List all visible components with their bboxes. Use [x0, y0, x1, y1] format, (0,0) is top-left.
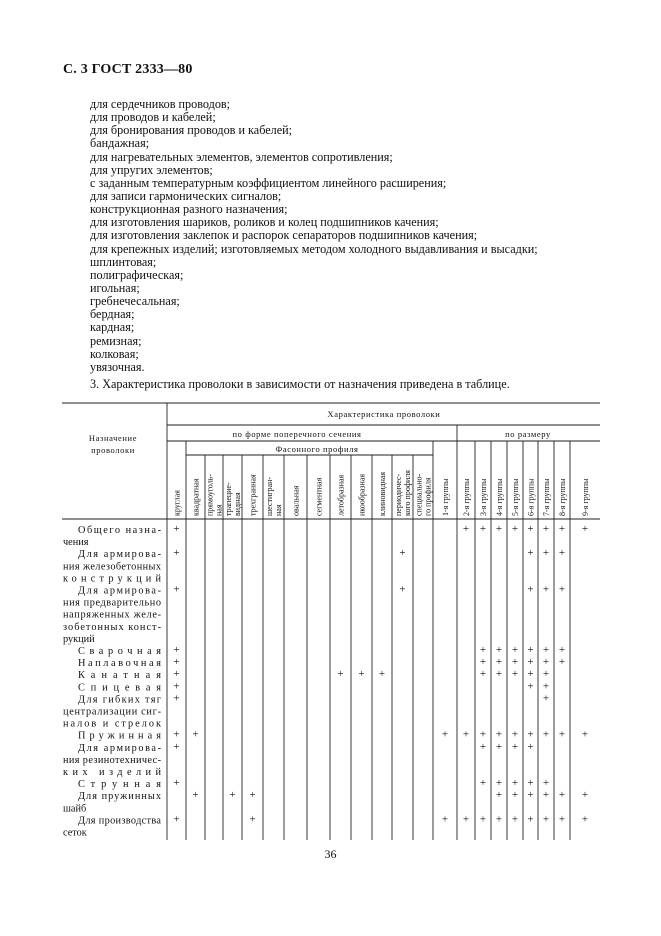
column-header: ная: [274, 504, 283, 516]
table-mark: +: [581, 523, 589, 535]
row-label: ния железобетонных: [63, 561, 161, 573]
table-mark: +: [527, 644, 534, 656]
table-mark: +: [479, 668, 487, 681]
row-label: сеток: [63, 827, 87, 839]
table-mark: +: [479, 523, 487, 535]
table-mark: +: [173, 692, 180, 705]
column-header: го профиля: [423, 477, 433, 516]
column-header: круглая: [172, 490, 182, 516]
row-label: Для армирова-: [78, 585, 161, 597]
table-mark: +: [249, 789, 256, 802]
table-mark: +: [399, 547, 406, 560]
column-header: летобразная: [336, 474, 346, 516]
table-mark: +: [527, 728, 534, 741]
usage-item: для упругих элементов;: [90, 162, 213, 177]
row-label: налов и стрелок: [63, 718, 161, 730]
table-mark: +: [479, 777, 487, 790]
usage-item: с заданным температурным коэффициентом линейного расширения;: [90, 175, 447, 190]
column-header: периодичес-: [394, 473, 403, 516]
table-mark: +: [511, 789, 519, 802]
usage-item: гребнечесальная;: [90, 294, 180, 309]
table-mark: +: [479, 740, 487, 753]
table-mark: +: [542, 583, 550, 596]
table-mark: +: [542, 680, 550, 693]
table-mark: +: [173, 777, 180, 790]
page-number: 36: [324, 847, 337, 861]
usage-item: конструкционная разного назначения;: [90, 202, 288, 217]
row-label: Для производства: [78, 815, 161, 827]
table-mark: +: [495, 644, 503, 656]
table-mark: +: [173, 523, 180, 535]
table-mark: +: [173, 680, 180, 693]
table-mark: +: [527, 680, 534, 693]
table-mark: +: [581, 728, 589, 741]
usage-item: увязочная.: [90, 359, 145, 374]
table-mark: +: [581, 789, 589, 802]
column-header: квадратная: [191, 478, 201, 516]
column-header: 7-я группы: [542, 478, 551, 516]
table-mark: +: [479, 644, 487, 656]
table-mark: +: [542, 523, 550, 535]
column-header: овальная: [291, 485, 301, 516]
table-mark: +: [173, 583, 180, 596]
row-label: ния резинотехничес-: [63, 754, 161, 766]
column-header: 5-я группы: [511, 478, 520, 516]
table-mark: +: [378, 668, 386, 681]
usage-item: кардная;: [90, 320, 135, 335]
row-label: Сварочная: [78, 646, 161, 657]
usage-item: колковая;: [90, 346, 139, 361]
row-label: Канатная: [78, 670, 161, 682]
table-mark: +: [542, 547, 550, 560]
table-mark: +: [558, 644, 566, 656]
table-mark: +: [462, 728, 470, 741]
table-mark: +: [558, 523, 566, 535]
row-label: Для пружинных: [78, 791, 161, 803]
table-mark: +: [581, 813, 589, 826]
table-mark: +: [173, 547, 180, 560]
usage-item: для записи гармонических сигналов;: [90, 188, 282, 203]
row-label: напряженных желе-: [63, 609, 161, 621]
table-mark: +: [495, 789, 503, 802]
row-label: Струнная: [78, 779, 161, 791]
column-header: прямоуголь-: [205, 474, 215, 516]
table-mark: +: [527, 523, 534, 535]
table-mark: +: [173, 813, 180, 826]
usage-item: для изготовления шариков, роликов и колец подшипников качения;: [90, 215, 439, 230]
table-mark: +: [495, 740, 503, 753]
table-mark: +: [542, 644, 550, 656]
usage-item: ремизная;: [90, 333, 142, 348]
row-label: чения: [63, 537, 89, 549]
table-mark: +: [192, 728, 199, 741]
row-label: ния предварительно: [63, 597, 161, 609]
row-label: Спицевая: [78, 682, 161, 694]
table-mark: +: [527, 656, 534, 669]
row-label: конструкций: [63, 573, 161, 585]
table-mark: +: [558, 547, 566, 560]
usage-item: игольная;: [90, 280, 140, 295]
table-mark: +: [173, 644, 180, 656]
table-mark: +: [173, 740, 180, 753]
table-mark: +: [527, 583, 534, 596]
row-label: рукций: [63, 633, 95, 645]
paragraph-3: 3. Характеристика проволоки в зависимости от назначения приведена в таблице.: [90, 377, 510, 391]
usage-item: для нагревательных элементов, элементов сопротивления;: [90, 149, 393, 164]
table-mark: +: [173, 668, 180, 681]
usage-item: полиграфическая;: [90, 267, 184, 282]
usage-item: для проводов и кабелей;: [90, 110, 216, 125]
table-mark: +: [173, 728, 180, 741]
table-mark: +: [542, 813, 550, 826]
row-label: Для гибких тяг: [78, 694, 161, 706]
row-label: централизации сиг-: [63, 706, 161, 718]
column-header: шестигран-: [265, 476, 274, 516]
table-mark: +: [558, 583, 566, 596]
column-header: ная: [214, 504, 224, 516]
table-mark: +: [527, 547, 534, 560]
purpose-header: Назначение: [88, 433, 138, 443]
table-mark: +: [542, 789, 550, 802]
table-mark: +: [337, 668, 344, 681]
purpose-header: проволоки: [91, 445, 135, 455]
table-mark: +: [511, 777, 519, 790]
table-mark: +: [479, 656, 487, 669]
table-mark: +: [462, 523, 470, 535]
column-header: 8-я группы: [558, 478, 567, 516]
table-mark: +: [249, 813, 256, 826]
row-label: Для армирова-: [78, 549, 161, 561]
table-mark: +: [542, 777, 550, 790]
column-header: видная: [233, 492, 242, 516]
page-header: С. 3 ГОСТ 2333—80: [63, 62, 193, 77]
column-header: трапецие-: [224, 482, 233, 516]
table-mark: +: [511, 740, 519, 753]
row-label: Наплавочная: [78, 658, 161, 670]
table-mark: +: [495, 777, 503, 790]
table-mark: +: [511, 668, 519, 681]
cross-section-header: по форме поперечного сечения: [232, 429, 362, 439]
table-mark: +: [558, 656, 566, 669]
column-header: 2-я группы: [462, 478, 471, 516]
table-mark: +: [495, 728, 503, 741]
shaped-profile-header: Фасонного профиля: [275, 444, 359, 454]
column-header: икообразная: [357, 473, 367, 516]
table-mark: +: [441, 728, 449, 741]
table-mark: +: [542, 656, 550, 669]
usage-item: для изготовления заклепок и распорок сепараторов подшипников качения;: [90, 228, 478, 243]
table-mark: +: [558, 813, 566, 826]
usage-item: для бронирования проводов и кабелей;: [90, 123, 293, 138]
table-mark: +: [511, 656, 519, 669]
table-mark: +: [495, 813, 503, 826]
column-header: кого профиля: [403, 470, 412, 516]
size-header: по размеру: [505, 429, 551, 439]
table-mark: +: [511, 813, 519, 826]
table-mark: +: [511, 644, 519, 656]
table-mark: +: [229, 789, 236, 802]
table-mark: +: [527, 740, 534, 753]
table-mark: +: [358, 668, 365, 681]
table-mark: +: [527, 777, 534, 790]
table-mark: +: [479, 728, 487, 741]
table-mark: +: [495, 668, 503, 681]
characteristic-header: Характеристика проволоки: [327, 409, 441, 419]
column-header: 9-я группы: [581, 478, 590, 516]
column-header: сегментная: [314, 477, 324, 516]
table-mark: +: [542, 728, 550, 741]
usage-item: бердная;: [90, 307, 135, 322]
table-mark: +: [511, 728, 519, 741]
table-mark: +: [479, 813, 487, 826]
column-header: 6-я группы: [526, 478, 536, 516]
table-mark: +: [542, 668, 550, 681]
column-header: клиновидная: [378, 471, 387, 516]
table-mark: +: [462, 813, 470, 826]
column-header: трехгранная: [248, 474, 258, 516]
usage-item: шплинтовая;: [90, 254, 157, 269]
row-label: Общего назна-: [78, 525, 161, 536]
usage-item: для сердечников проводов;: [90, 97, 231, 111]
table-mark: +: [527, 668, 534, 681]
table-mark: +: [511, 523, 519, 535]
table-mark: +: [558, 728, 566, 741]
table-mark: +: [495, 656, 503, 669]
column-header: специально-: [414, 473, 424, 516]
row-label: Для армирова-: [78, 742, 161, 754]
table-mark: +: [173, 656, 180, 669]
table-mark: +: [542, 692, 550, 705]
usage-item: бандажная;: [90, 136, 150, 151]
row-label: ких изделий: [63, 767, 161, 778]
row-label: Пружинная: [78, 730, 161, 742]
table-mark: +: [527, 813, 534, 826]
table-mark: +: [558, 789, 566, 802]
table-mark: +: [399, 583, 406, 596]
table-mark: +: [441, 813, 449, 826]
column-header: 3-я группы: [479, 478, 488, 516]
row-label: шайб: [63, 803, 87, 815]
column-header: 1-я группы: [441, 478, 450, 516]
row-label: зобетонных конст-: [63, 621, 161, 633]
usage-item: для крепежных изделий; изготовляемых методом холодного выдавливания и высадки;: [90, 241, 538, 256]
table-mark: +: [527, 789, 534, 802]
column-header: 4-я группы: [495, 478, 504, 516]
table-mark: +: [192, 789, 199, 802]
table-mark: +: [495, 523, 503, 535]
